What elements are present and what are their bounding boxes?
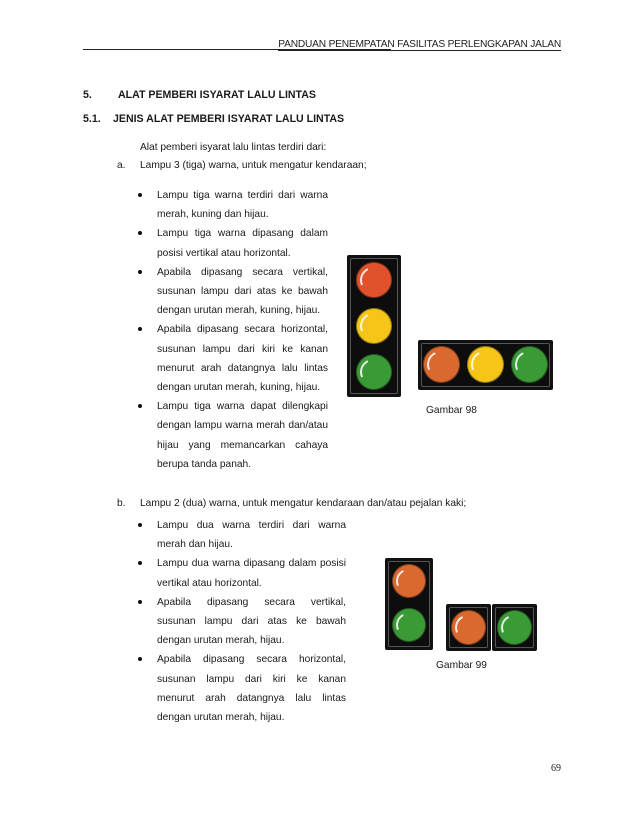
list-item — [138, 224, 328, 262]
list-item — [138, 516, 346, 554]
traffic-light-vertical-2 — [385, 558, 433, 650]
list-item — [138, 186, 328, 224]
section-5-1-number: 5.1. — [83, 113, 101, 125]
green-lamp-icon — [497, 610, 532, 645]
red-lamp-icon — [423, 346, 460, 383]
section-5-title: ALAT PEMBERI ISYARAT LALU LINTAS — [118, 89, 316, 101]
header-title: PANDUAN PENEMPATAN FASILITAS PERLENGKAPAN JALAN — [278, 39, 561, 50]
bullet-icon — [138, 404, 142, 408]
figure-99-caption: Gambar 99 — [436, 660, 487, 671]
bullet-icon — [138, 193, 142, 197]
red-lamp-icon — [392, 564, 426, 598]
item-a-text: Lampu 3 (tiga) warna, untuk mengatur kendaraan; — [140, 160, 367, 171]
bullet-text: Lampu tiga warna dipasang dalam posisi vertikal atau horizontal. — [157, 228, 328, 259]
list-item — [138, 263, 328, 321]
section-5-number: 5. — [83, 89, 92, 101]
bullet-icon — [138, 231, 142, 235]
bullet-text: Apabila dipasang secara vertikal, susunan lampu dari atas ke bawah dengan urutan merah, hijau. — [157, 596, 346, 647]
header-rule — [83, 49, 311, 50]
page-number: 69 — [551, 763, 561, 774]
bullet-text: Lampu tiga warna dapat dilengkapi dengan lampu warna merah dan/atau hijau yang memancarkan cahaya berupa tanda panah. — [157, 401, 328, 470]
bullet-text: Apabila dipasang secara vertikal, susunan lampu dari atas ke bawah dengan urutan merah, kuning, hijau. — [157, 266, 328, 317]
bullet-icon — [138, 561, 142, 565]
list-item — [138, 593, 346, 651]
traffic-light-horizontal-3 — [418, 340, 553, 390]
traffic-light-vertical-3 — [347, 255, 401, 397]
yellow-lamp-icon — [467, 346, 504, 383]
item-a-marker: a. — [117, 160, 126, 171]
item-b-bullet-list — [138, 516, 346, 727]
bullet-text: Apabila dipasang secara horizontal, susunan lampu dari kiri ke kanan menurut arah datangnya lalu lintas dengan urutan merah, hijau. — [157, 654, 346, 724]
intro-text: Alat pemberi isyarat lalu lintas terdiri dari: — [140, 142, 327, 153]
red-lamp-icon — [356, 262, 392, 298]
bullet-text: Lampu tiga warna terdiri dari warna merah, kuning dan hijau. — [157, 190, 328, 221]
list-item — [138, 554, 346, 592]
yellow-lamp-icon — [356, 308, 392, 344]
red-lamp-icon — [451, 610, 486, 645]
bullet-icon — [138, 270, 142, 274]
list-item — [138, 320, 328, 397]
list-item — [138, 397, 328, 474]
bullet-text: Lampu dua warna terdiri dari warna merah dan hijau. — [157, 520, 346, 551]
page-header — [83, 36, 561, 52]
green-lamp-icon — [356, 354, 392, 390]
green-lamp-icon — [392, 608, 426, 642]
green-lamp-icon — [511, 346, 548, 383]
bullet-text: Apabila dipasang secara horizontal, susunan lampu dari kiri ke kanan menurut arah datangnya lalu lintas dengan urutan merah, kuning, hijau. — [157, 324, 328, 394]
item-b-marker: b. — [117, 498, 126, 509]
list-item — [138, 650, 346, 727]
traffic-light-horizontal-2-left — [446, 604, 491, 651]
item-b-text: Lampu 2 (dua) warna, untuk mengatur kendaraan dan/atau pejalan kaki; — [140, 498, 467, 509]
bullet-text: Lampu dua warna dipasang dalam posisi vertikal atau horizontal. — [157, 558, 346, 589]
bullet-icon — [138, 523, 142, 527]
item-a-bullet-list — [138, 186, 328, 474]
section-5-1-title: JENIS ALAT PEMBERI ISYARAT LALU LINTAS — [113, 113, 345, 125]
figure-98-caption: Gambar 98 — [426, 405, 477, 416]
bullet-icon — [138, 657, 142, 661]
bullet-icon — [138, 600, 142, 604]
traffic-light-horizontal-2-right — [492, 604, 537, 651]
bullet-icon — [138, 327, 142, 331]
